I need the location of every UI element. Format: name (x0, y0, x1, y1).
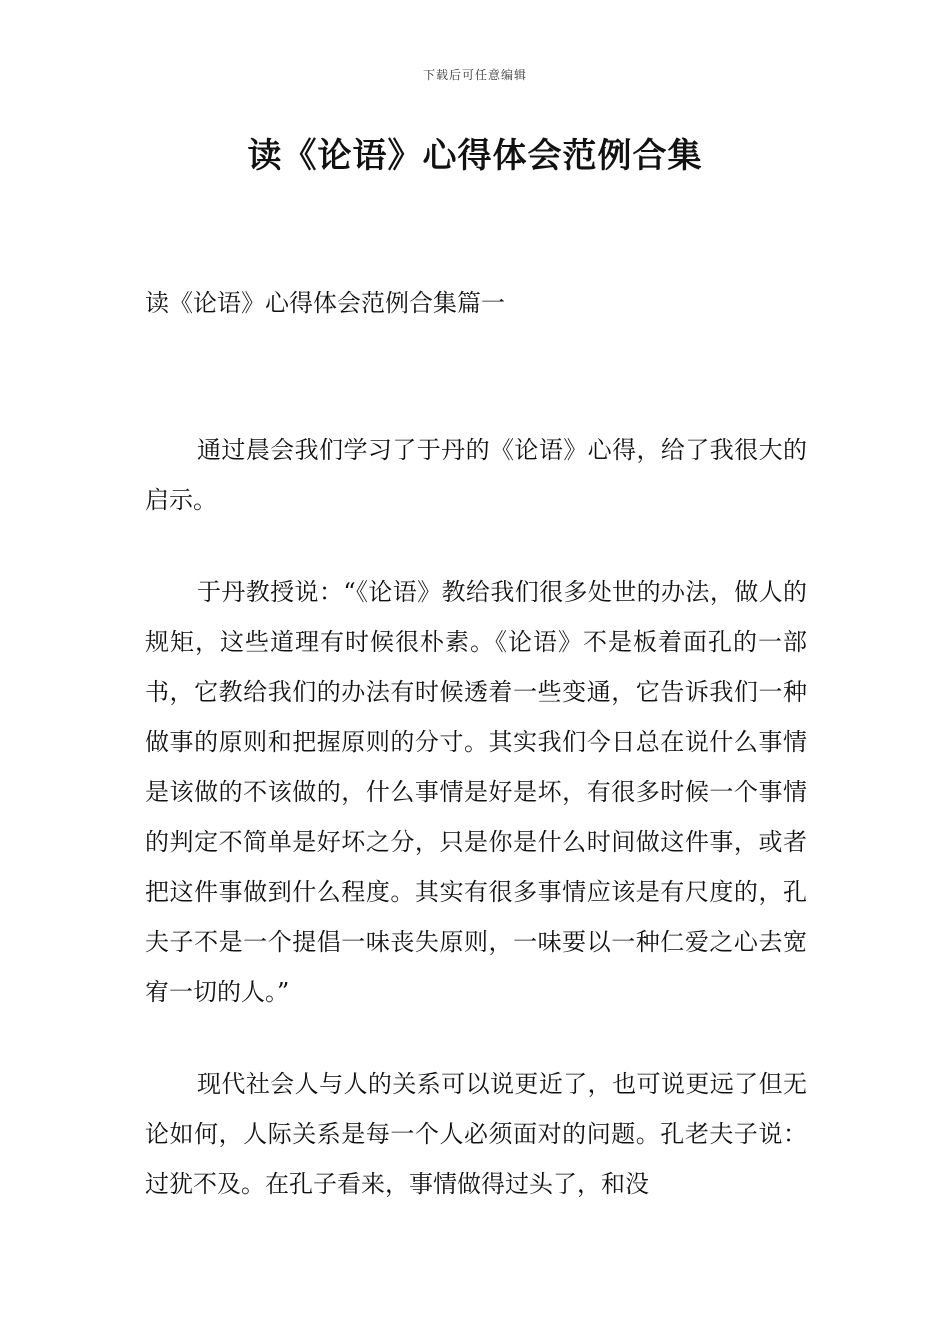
document-title: 读《论语》心得体会范例合集 (247, 136, 703, 176)
paragraph-2: 于丹教授说：“《论语》教给我们很多处世的办法，做人的规矩，这些道理有时候很朴素。《论语》不是板着面孔的一部书，它教给我们的办法有时候透着一些变通，它告诉我们一种做事的原则和把握原则的分寸。其实我们今日总在说什么事情是该做的不该做的，什么事情是好是坏，有很多时候一个事情的判定不简单是好坏之分，只是你是什么时间做这件事，或者把这件事做到什么程度。其实有很多事情应该是有尺度的，孔夫子不是一个提倡一味丧失原则，一味要以一种仁爱之心去宽宥一切的人。” (145, 578, 807, 1006)
document-body (145, 425, 807, 1251)
section-heading: 读《论语》心得体会范例合集篇一 (145, 289, 505, 317)
paragraph-1: 通过晨会我们学习了于丹的《论语》心得，给了我很大的启示。 (145, 436, 807, 514)
header-note: 下载后可任意编辑 (422, 68, 527, 82)
paragraph-3: 现代社会人与人的关系可以说更近了，也可说更远了但无论如何，人际关系是每一个人必须面对的问题。孔老夫子说：过犹不及。在孔子看来，事情做得过头了，和没 (145, 1070, 807, 1198)
